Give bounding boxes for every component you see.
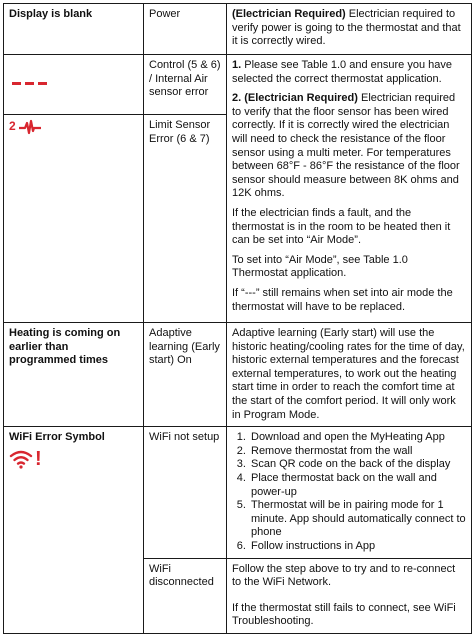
cause-cell [144, 4, 227, 55]
symptom-cell [4, 55, 144, 115]
table-row [4, 323, 472, 427]
solution-cell [227, 323, 472, 427]
solution-text: Electrician required to verify power is going to the thermostat and that it is correctly wired. [232, 8, 461, 48]
cause-text: Adaptive learning (Early start) On [149, 327, 220, 367]
cause-cell [144, 427, 227, 558]
cause-cell [144, 55, 227, 115]
table-row [4, 427, 472, 558]
solution-cell [227, 55, 472, 323]
table-row [4, 4, 472, 55]
troubleshooting-table [3, 3, 472, 634]
solution-text: Adaptive learning (Early start) will use the historic heating/cooling rates for the time of day, historic external temperatures and the forecast external temperatures, to work out the heating start time in order to reach the comfort time at the start of the comfort period. It will only work in Program Mode. [232, 327, 465, 421]
step-number: 1. [232, 59, 242, 71]
exclamation-icon: ! [35, 447, 42, 470]
cause-text: Limit Sensor Error (6 & 7) [149, 119, 211, 145]
list-item: 2. Remove thermostat from the wall [249, 445, 466, 459]
setup-steps-list [232, 431, 466, 553]
error-number: 2 [9, 119, 16, 134]
heartbeat-icon [19, 119, 41, 135]
symptom-text: Heating is coming on earlier than programmed times [9, 327, 121, 367]
troubleshooting-document [3, 3, 471, 634]
cause-cell [144, 323, 227, 427]
solution-cell [227, 4, 472, 55]
solution-paragraph: Follow the step above to try and to re-connect to the WiFi Network. [232, 562, 456, 589]
table-row [4, 55, 472, 115]
list-item: 3. Scan QR code on the back of the display [249, 458, 466, 472]
symptom-text: Display is blank [9, 8, 93, 20]
solution-cell [227, 558, 472, 633]
symptom-text: WiFi Error Symbol [9, 431, 105, 444]
list-item: 1. Download and open the MyHeating App [249, 431, 466, 445]
wifi-icon [9, 449, 33, 469]
solution-text: Please see Table 1.0 and ensure you have selected the correct thermostat application. [232, 59, 452, 85]
solution-paragraph: To set into “Air Mode”, see Table 1.0 Thermostat application. [232, 253, 408, 280]
electrician-required-label: 2. (Electrician Required) [232, 92, 358, 105]
cause-text: WiFi disconnected [149, 562, 214, 589]
symptom-cell [4, 323, 144, 427]
solution-paragraph [232, 59, 466, 86]
list-item: 4. Place thermostat back on the wall and power-up [249, 472, 466, 499]
symptom-cell [4, 115, 144, 323]
electrician-required-label: (Electrician Required) [232, 8, 346, 20]
list-item: 6. Follow instructions in App [249, 540, 466, 554]
solution-cell [227, 427, 472, 558]
symptom-cell [4, 4, 144, 55]
list-item: 5. Thermostat will be in pairing mode for 1 minute. App should automatically connect to phone [249, 499, 466, 540]
cause-text: Control (5 & 6) / Internal Air sensor error [149, 59, 221, 99]
red-dashes-icon [9, 78, 138, 92]
symptom-cell [4, 427, 144, 634]
solution-paragraph: If “---” still remains when set into air mode the thermostat will have to be replaced. [232, 286, 453, 313]
solution-paragraph [232, 92, 466, 201]
cause-text: Power [149, 8, 181, 20]
cause-cell [144, 115, 227, 323]
solution-paragraph: If the electrician finds a fault, and the thermostat is in the room to be heated then it can be set into “Air Mode”. [232, 206, 451, 247]
cause-cell [144, 558, 227, 633]
cause-text: WiFi not setup [149, 431, 220, 444]
solution-text: Electrician required to verify that the floor sensor has been wired correctly. If it is correctly wired the electrician will need to check the resistance of the floor sensor using a multi meter. For temperatures between 68°F - 86°F the resistance of the floor sensor should measure between 8K ohms and 12K ohms. [232, 92, 460, 200]
solution-paragraph: If the thermostat still fails to connect, see WiFi Troubleshooting. [232, 601, 456, 628]
